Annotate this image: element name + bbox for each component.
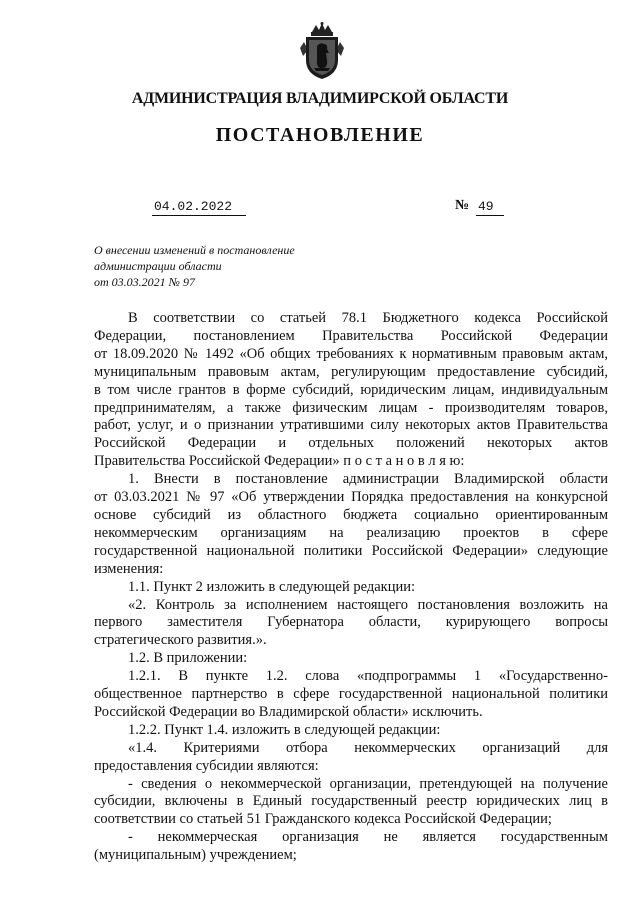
coat-of-arms-icon xyxy=(300,22,344,80)
body-line: общественное партнерство в сфере государственной национальной политики xyxy=(94,686,608,703)
body-line: муниципальным правовым актам, регулирующим предоставление субсидий, xyxy=(94,363,608,380)
body-line: некоммерческим организациям на реализацию проектов в сфере xyxy=(94,524,608,541)
body-line: 1.1. Пункт 2 изложить в следующей редакции: xyxy=(128,578,416,595)
document-body xyxy=(94,310,608,865)
organization-name: АДМИНИСТРАЦИЯ ВЛАДИМИРСКОЙ ОБЛАСТИ xyxy=(131,90,509,107)
body-line: - некоммерческая организация не является государственным xyxy=(128,829,608,846)
body-line: от 03.03.2021 № 97 «Об утверждении Порядка предоставления на конкурсной xyxy=(94,489,608,506)
body-line: «2. Контроль за исполнением настоящего постановления возложить на xyxy=(128,596,608,613)
subject-line: О внесении изменений в постановление xyxy=(94,243,295,257)
body-line: первого заместителя Губернатора области, курирующего вопросы xyxy=(94,614,608,631)
body-paragraph xyxy=(94,776,608,830)
subject-line: от 03.03.2021 № 97 xyxy=(94,275,195,289)
body-paragraph xyxy=(94,829,608,865)
body-line: - сведения о некоммерческой организации, претендующей на получение xyxy=(128,775,608,792)
body-line: от 18.09.2020 № 1492 «Об общих требованиях к нормативным правовым актам, xyxy=(94,345,608,362)
document-type-title: ПОСТАНОВЛЕНИЕ xyxy=(215,124,425,146)
body-paragraph xyxy=(94,722,608,740)
subject-line: администрации области xyxy=(94,259,222,273)
body-line: соответствии со статьей 51 Гражданского кодекса Российской Федерации; xyxy=(94,811,552,828)
document-date: 04.02.2022 xyxy=(152,199,246,216)
body-line: в том числе грантов в форме субсидий, юридическим лицам, индивидуальным xyxy=(94,381,608,398)
body-paragraph xyxy=(94,471,608,578)
body-paragraph xyxy=(94,650,608,668)
document-number: 49 xyxy=(476,199,504,216)
body-paragraph xyxy=(94,579,608,597)
body-paragraph xyxy=(94,310,608,471)
body-paragraph xyxy=(94,597,608,651)
body-line: изменения: xyxy=(94,560,164,577)
body-line: 1.2. В приложении: xyxy=(128,650,248,667)
body-line: 1. Внести в постановление администрации Владимирской области xyxy=(128,471,608,488)
body-line: (муниципальным) учреждением; xyxy=(94,847,297,864)
number-sign: № xyxy=(455,198,470,213)
body-paragraph xyxy=(94,668,608,722)
body-line: 1.2.2. Пункт 1.4. изложить в следующей редакции: xyxy=(128,721,441,738)
body-line: Российской Федерации во Владимирской области» исключить. xyxy=(94,703,483,720)
body-line: государственной национальной политики Российской Федерации» следующие xyxy=(94,542,608,559)
body-line: основе субсидий из областного бюджета социально ориентированным xyxy=(94,506,608,523)
body-paragraph xyxy=(94,740,608,776)
body-line: «1.4. Критериями отбора некоммерческих организаций для xyxy=(128,739,608,756)
body-line: Правительства Российской Федерации» п о с т а н о в л я ю: xyxy=(94,453,465,470)
body-line: В соответствии со статьей 78.1 Бюджетного кодекса Российской xyxy=(128,310,608,326)
body-line: субсидии, включены в Единый государственный реестр юридических лиц в xyxy=(94,793,608,810)
document-subject xyxy=(94,242,295,290)
body-line: стратегического развития.». xyxy=(94,632,267,649)
body-line: Федерации, постановлением Правительства Российской Федерации xyxy=(94,327,608,344)
body-line: предоставления субсидии являются: xyxy=(94,757,319,774)
body-line: предпринимателям, а также физическим лицам - производителям товаров, xyxy=(94,399,608,416)
body-line: 1.2.1. В пункте 1.2. слова «подпрограммы 1 «Государственно- xyxy=(128,668,608,685)
body-line: Российской Федерации и отдельных положений некоторых актов xyxy=(94,435,608,452)
body-line: работ, услуг, и о признании утратившими силу некоторых актов Правительства xyxy=(94,417,608,434)
